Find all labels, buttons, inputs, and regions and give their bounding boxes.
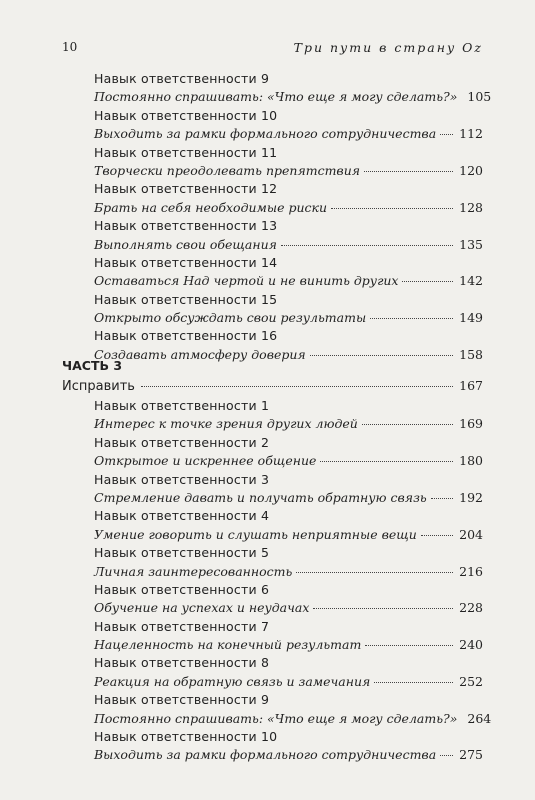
page-number: 10 <box>62 40 78 54</box>
entry-title: Интерес к точке зрения других людей <box>94 416 358 432</box>
entry-title: Личная заинтересованность <box>94 563 293 579</box>
skill-heading: Навык ответственности 9 <box>94 692 270 708</box>
dot-leader <box>296 572 453 573</box>
part3-section <box>0 356 535 396</box>
toc-entry <box>0 599 535 617</box>
entry-page: 192 <box>459 489 483 505</box>
entry-page: 105 <box>467 89 492 105</box>
dot-leader <box>440 755 453 756</box>
toc-block-part3 <box>0 397 535 765</box>
entry-page: 142 <box>459 273 483 289</box>
entry-title: Стремление давать и получать обратную связь <box>94 489 427 505</box>
toc-entry <box>0 88 535 106</box>
entry-title: Выходить за рамки формального сотрудничества <box>94 747 437 763</box>
skill-heading: Навык ответственности 11 <box>94 144 278 160</box>
skill-heading: Навык ответственности 5 <box>94 545 270 561</box>
toc-block-part2 <box>0 70 535 364</box>
dot-leader <box>370 318 453 319</box>
entry-page: 228 <box>459 600 483 616</box>
toc-entry <box>0 673 535 691</box>
toc-entry <box>0 125 535 143</box>
part-title: ЧАСТЬ 3 <box>62 358 123 373</box>
running-head <box>62 40 483 56</box>
book-title: Три пути в страну Оz <box>293 40 483 55</box>
skill-heading: Навык ответственности 2 <box>94 434 270 450</box>
toc-entry <box>0 199 535 217</box>
entry-title: Постоянно спрашивать: «Что еще я могу сделать?» <box>94 89 458 105</box>
toc-entry <box>0 415 535 433</box>
toc-entry <box>0 636 535 654</box>
dot-leader <box>331 208 453 209</box>
skill-heading: Навык ответственности 10 <box>94 729 278 745</box>
dot-leader <box>365 645 453 646</box>
entry-title: Умение говорить и слушать неприятные вещи <box>94 526 417 542</box>
skill-heading: Навык ответственности 9 <box>94 71 270 86</box>
skill-heading: Навык ответственности 13 <box>94 218 278 234</box>
chapter-title: Исправить <box>62 379 135 394</box>
skill-heading: Навык ответственности 7 <box>94 618 270 634</box>
skill-heading: Навык ответственности 6 <box>94 581 270 597</box>
chapter-entry <box>0 376 535 396</box>
dot-leader <box>402 281 453 282</box>
entry-title: Реакция на обратную связь и замечания <box>94 673 371 689</box>
entry-page: 149 <box>459 310 483 326</box>
dot-leader <box>440 134 453 135</box>
skill-heading: Навык ответственности 4 <box>94 508 270 524</box>
entry-page: 264 <box>467 710 492 726</box>
toc-entry <box>0 452 535 470</box>
toc-entry <box>0 526 535 544</box>
toc-entry <box>0 710 535 728</box>
entry-title: Открыто обсуждать свои результаты <box>94 310 367 326</box>
dot-leader <box>320 461 453 462</box>
entry-page: 112 <box>459 126 483 142</box>
skill-heading: Навык ответственности 14 <box>94 254 278 270</box>
skill-heading: Навык ответственности 12 <box>94 181 278 197</box>
entry-title: Выходить за рамки формального сотрудничества <box>94 126 437 142</box>
toc-entry <box>0 236 535 254</box>
entry-title: Творчески преодолевать препятствия <box>94 162 361 178</box>
toc-entry <box>0 162 535 180</box>
entry-page: 169 <box>459 416 483 432</box>
entry-page: 204 <box>459 526 483 542</box>
entry-title: Оставаться Над чертой и не винить других <box>94 273 399 289</box>
dot-leader <box>364 171 453 172</box>
entry-title: Выполнять свои обещания <box>94 236 277 252</box>
entry-title: Создавать атмосферу доверия <box>94 346 306 362</box>
toc-entry <box>0 489 535 507</box>
entry-title: Открытое и искреннее общение <box>94 453 317 469</box>
toc-entry <box>0 272 535 290</box>
dot-leader <box>374 682 453 683</box>
chapter-page: 167 <box>459 378 483 393</box>
entry-title: Нацеленность на конечный результат <box>94 637 362 653</box>
toc-entry <box>0 746 535 764</box>
entry-title: Постоянно спрашивать: «Что еще я могу сделать?» <box>94 710 458 726</box>
dot-leader <box>431 498 453 499</box>
skill-heading: Навык ответственности 10 <box>94 107 278 123</box>
entry-page: 240 <box>459 637 483 653</box>
entry-page: 158 <box>459 346 483 362</box>
dot-leader <box>362 424 453 425</box>
skill-heading: Навык ответственности 1 <box>94 398 270 413</box>
skill-heading: Навык ответственности 8 <box>94 655 270 671</box>
skill-heading: Навык ответственности 16 <box>94 328 278 344</box>
dot-leader <box>421 535 453 536</box>
entry-page: 135 <box>459 236 483 252</box>
skill-heading: Навык ответственности 15 <box>94 291 278 307</box>
entry-title: Обучение на успехах и неудачах <box>94 600 310 616</box>
skill-heading: Навык ответственности 3 <box>94 471 270 487</box>
entry-page: 275 <box>459 747 483 763</box>
entry-page: 120 <box>459 162 483 178</box>
toc-entry <box>0 309 535 327</box>
entry-page: 180 <box>459 453 483 469</box>
dot-leader <box>313 608 453 609</box>
dot-leader <box>281 245 453 246</box>
toc-entry <box>0 563 535 581</box>
entry-page: 252 <box>459 673 483 689</box>
entry-title: Брать на себя необходимые риски <box>94 199 328 215</box>
entry-page: 216 <box>459 563 483 579</box>
entry-page: 128 <box>459 199 483 215</box>
dot-leader <box>141 386 453 387</box>
